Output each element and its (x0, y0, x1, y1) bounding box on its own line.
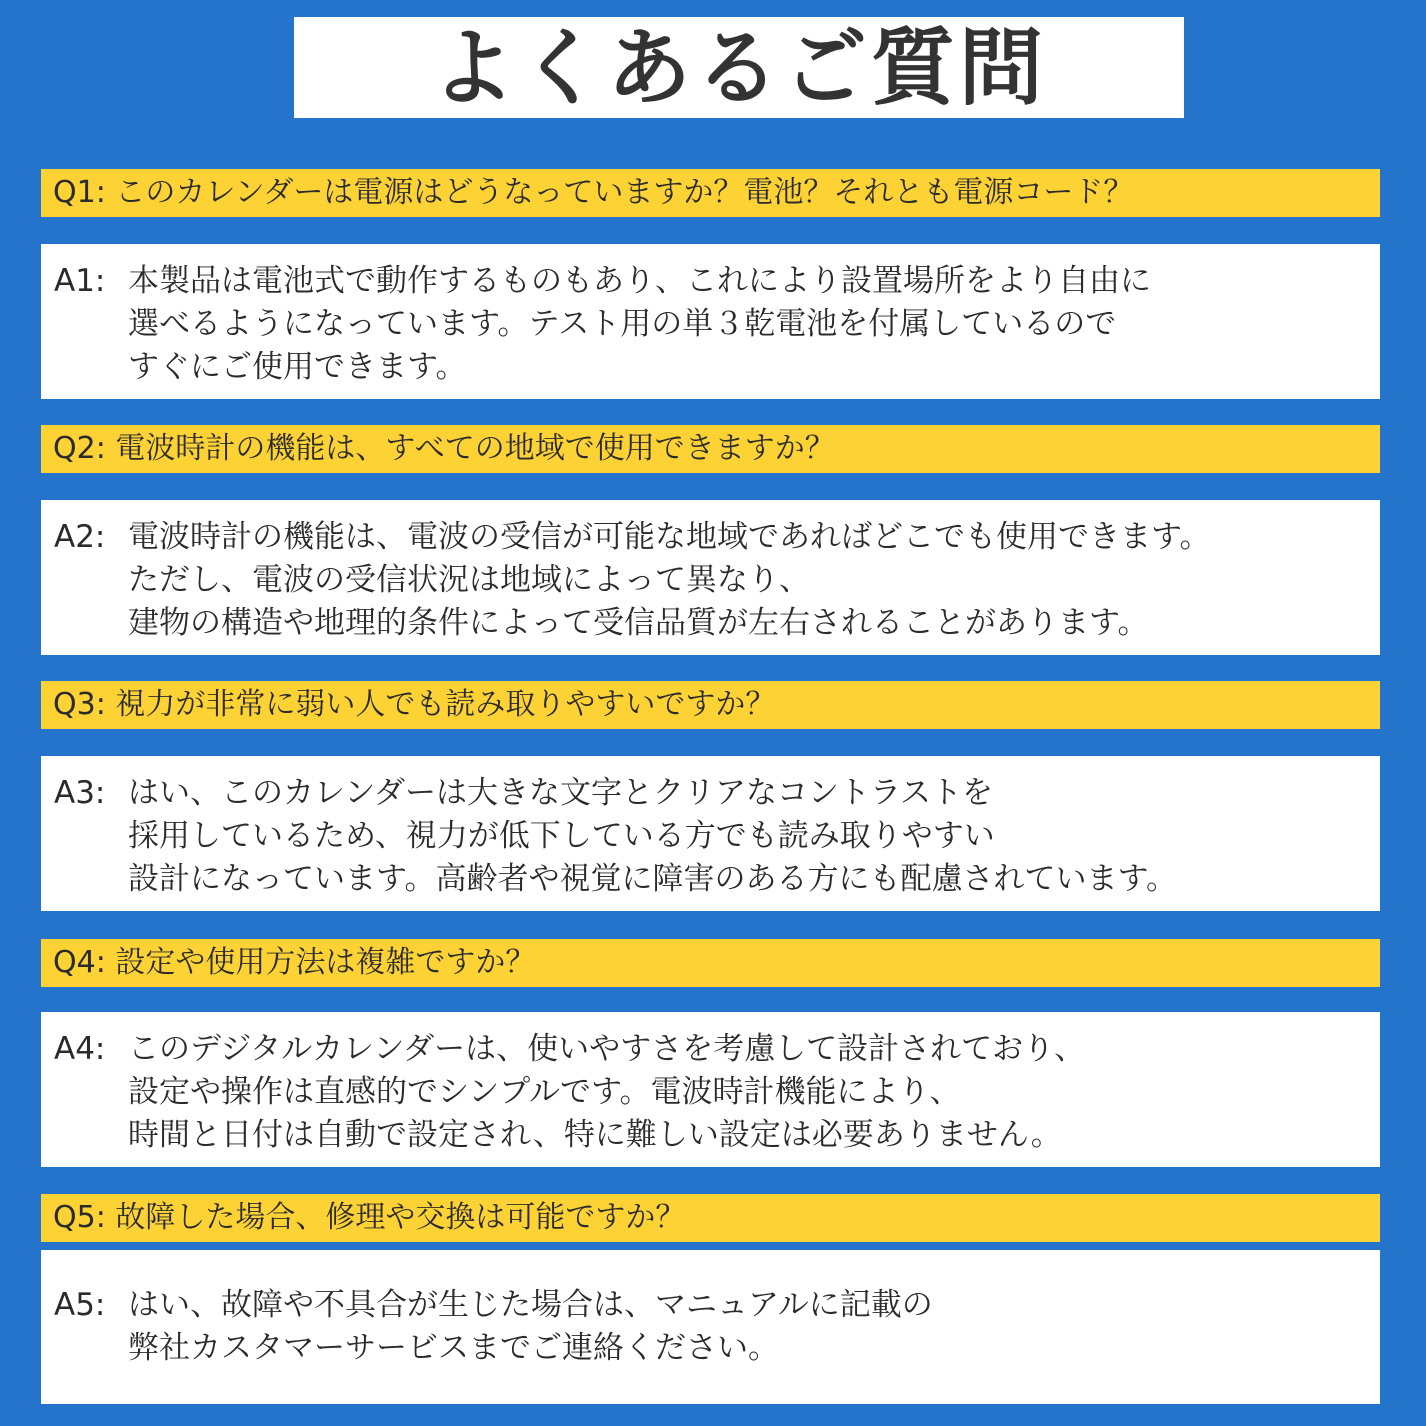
answer-3-line-2: 採用しているため、視力が低下している方でも読み取りやすい (128, 818, 995, 854)
answer-1-label: A1: (54, 263, 106, 299)
answer-1-line-2: 選べるようになっています。テスト用の単３乾電池を付属しているので (128, 306, 1117, 342)
question-1-bar (41, 169, 1380, 217)
question-4-bar (41, 939, 1380, 987)
answer-4-body (128, 1028, 1085, 1157)
answer-4-line-2: 設定や操作は直感的でシンプルです。電波時計機能により、 (128, 1074, 961, 1110)
question-2-text: Q2: 電波時計の機能は、すべての地域で使用できますか？ (53, 431, 835, 466)
answer-1-line-1: 本製品は電池式で動作するものもあり、これにより設置場所をより自由に (128, 263, 1151, 299)
question-2-bar (41, 425, 1380, 473)
answer-2-line-3: 建物の構造や地理的条件によって受信品質が左右されることがあります。 (128, 605, 1149, 641)
answer-1-line-3: すぐにご使用できます。 (128, 349, 467, 385)
question-4-text: Q4: 設定や使用方法は複雑ですか？ (53, 945, 536, 980)
answer-3-line-3: 設計になっています。高齢者や視覚に障害のある方にも配慮されています。 (128, 861, 1178, 897)
page-title: よくあるご質問 (430, 18, 1047, 117)
answer-4-line-1: このデジタルカレンダーは、使いやすさを考慮して設計されており、 (128, 1031, 1086, 1067)
answer-4-label: A4: (54, 1031, 106, 1067)
answer-1-body (128, 260, 1151, 389)
answer-5-line-2: 弊社カスタマーサービスまでご連絡ください。 (128, 1330, 779, 1366)
answer-3-box (41, 756, 1380, 911)
question-5-bar (41, 1194, 1380, 1242)
question-5-text: Q5: 故障した場合、修理や交換は可能ですか？ (53, 1200, 686, 1235)
answer-4-box (41, 1012, 1380, 1167)
answer-5-label: A5: (54, 1287, 106, 1323)
answer-3-line-1: はい、このカレンダーは大きな文字とクリアなコントラストを (128, 775, 994, 811)
answer-3-body (128, 772, 1177, 901)
answer-2-body (128, 516, 1211, 645)
answer-5-box (41, 1250, 1380, 1404)
answer-5-line-1: はい、故障や不具合が生じた場合は、マニュアルに記載の (128, 1287, 933, 1323)
answer-2-line-1: 電波時計の機能は、電波の受信が可能な地域であればどこでも使用できます。 (128, 519, 1211, 555)
answer-2-box (41, 500, 1380, 655)
answer-5-body (128, 1284, 933, 1370)
answer-2-line-2: ただし、電波の受信状況は地域によって異なり、 (128, 562, 810, 598)
answer-2-label: A2: (54, 519, 106, 555)
title-banner (294, 17, 1184, 118)
question-3-bar (41, 681, 1380, 729)
question-1-text: Q1: このカレンダーは電源はどうなっていますか？電池？それとも電源コード？ (53, 175, 1134, 210)
answer-1-box (41, 244, 1380, 399)
question-3-text: Q3: 視力が非常に弱い人でも読み取りやすいですか？ (53, 687, 776, 722)
answer-4-line-3: 時間と日付は自動で設定され、特に難しい設定は必要ありません。 (128, 1117, 1062, 1153)
answer-3-label: A3: (54, 775, 106, 811)
